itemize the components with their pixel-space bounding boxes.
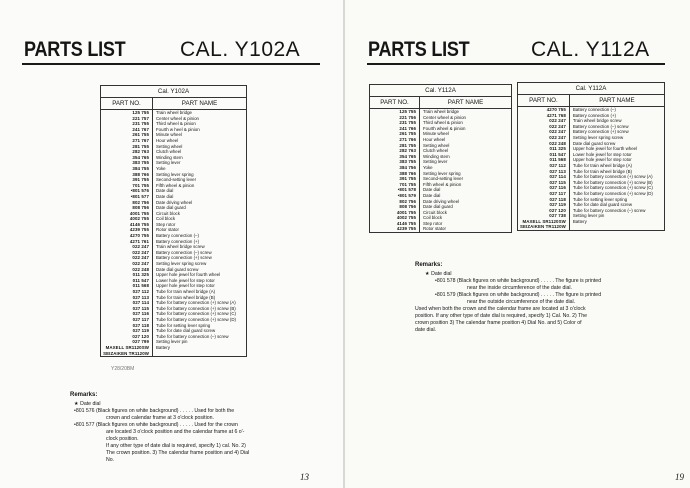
part-number: 4239 755 bbox=[101, 227, 153, 233]
part-number: •801 576 bbox=[101, 188, 153, 194]
part-number: 011 325 bbox=[518, 146, 570, 152]
part-name: Coil block bbox=[156, 216, 176, 222]
part-number: 808 756 bbox=[101, 205, 153, 211]
part-name: Battery connection (–) screw bbox=[156, 249, 212, 255]
part-number: 281 755 bbox=[370, 143, 420, 149]
part-name: Coil block bbox=[423, 215, 443, 221]
part-name: Fourth wheel & pinion bbox=[423, 125, 466, 131]
part-name: Third wheel & pinion bbox=[423, 120, 463, 126]
table-row bbox=[518, 224, 665, 230]
part-name: Fourth w heel & pinion bbox=[156, 126, 200, 132]
remark-line: clock position. bbox=[106, 436, 139, 442]
part-name: Tube for battery connection (–) screw bbox=[572, 207, 646, 213]
part-number: 4002 755 bbox=[370, 215, 420, 221]
remark-line: are located 3 o'clock position and the calendar frame at 6 o'- bbox=[106, 429, 245, 435]
part-name: Yoke bbox=[156, 165, 166, 171]
part-number: 384 756 bbox=[370, 165, 420, 171]
right-page bbox=[345, 0, 690, 488]
part-number: 383 755 bbox=[370, 159, 420, 165]
part-name: Lower hole jewel for step rotor bbox=[572, 151, 632, 157]
part-name: Upper hole jewel for step rotor bbox=[156, 283, 215, 289]
parts-table bbox=[100, 85, 247, 357]
title-rule bbox=[367, 63, 665, 65]
remark-line: •801 578 (Black figures on white background) . . . . . The figure is printed bbox=[435, 278, 602, 284]
part-name: Rotor stator bbox=[156, 227, 179, 233]
remark-line: •801 577 (Black figures on white background) . . . . . Used for the crown bbox=[74, 422, 238, 428]
part-number: 271 767 bbox=[101, 138, 153, 144]
part-name: Setting lever bbox=[156, 160, 181, 166]
part-name: Lower hole jewel for step rotor bbox=[156, 277, 215, 283]
part-number: •801 579 bbox=[370, 193, 420, 199]
table-caption: Cal. Y112A bbox=[370, 85, 512, 97]
part-number: SEIZAIKEN TR1120W bbox=[101, 351, 153, 357]
part-number: 4146 755 bbox=[370, 221, 420, 227]
part-name: Setting lever spring screw bbox=[156, 261, 207, 267]
part-number: 701 755 bbox=[370, 182, 420, 188]
part-number: 011 547 bbox=[101, 278, 153, 284]
part-number: 011 568 bbox=[518, 157, 570, 163]
part-number: SEIZAIKEN TR1120W bbox=[518, 224, 570, 230]
table-caption: Cal. Y102A bbox=[101, 86, 247, 98]
part-name: Date dial guard screw bbox=[156, 266, 199, 272]
part-name: Setting wheel bbox=[156, 143, 183, 149]
caliber-title: CAL. Y112A bbox=[531, 38, 650, 61]
part-number: 282 763 bbox=[370, 148, 420, 154]
part-name: Battery connection (+) bbox=[572, 112, 616, 118]
part-number: MAXELL SR1120SW bbox=[101, 345, 153, 351]
table-caption: Cal. Y112A bbox=[518, 83, 665, 95]
part-name: Tube for battery connection (+) screw (B) bbox=[572, 179, 653, 185]
part-name: Fifth wheel & pinion bbox=[156, 182, 195, 188]
part-number: 027 799 bbox=[101, 339, 153, 345]
part-name: Minute wheel bbox=[156, 132, 182, 138]
remarks-heading: Remarks: bbox=[415, 262, 443, 268]
col-part-name: PART NAME bbox=[153, 98, 247, 110]
part-name bbox=[569, 224, 664, 230]
part-number: 281 755 bbox=[101, 144, 153, 150]
remark-line: No. bbox=[106, 457, 115, 463]
part-name: Circuit block bbox=[156, 210, 180, 216]
part-name: Tube for train wheel bridge (A) bbox=[156, 289, 216, 294]
part-name: Train wheel bridge bbox=[423, 109, 459, 114]
part-name: Date dial guard screw bbox=[572, 140, 616, 146]
part-name: Train wheel bridge screw bbox=[156, 244, 205, 250]
part-number: 802 756 bbox=[370, 199, 420, 205]
part-name: Date dial bbox=[156, 193, 174, 199]
part-number: 4271 761 bbox=[101, 239, 153, 245]
part-name: Tube for battery connection (–) screw bbox=[156, 333, 229, 339]
part-number: 354 765 bbox=[370, 154, 420, 160]
part-number: 221 756 bbox=[370, 115, 420, 121]
part-number: 354 765 bbox=[101, 155, 153, 161]
part-name: Battery bbox=[572, 218, 587, 224]
part-number: 808 756 bbox=[370, 204, 420, 210]
part-number: 241 767 bbox=[101, 127, 153, 133]
part-name: Setting lever spring bbox=[156, 171, 194, 177]
part-number: 4270 755 bbox=[518, 107, 570, 113]
part-name: Tube for battery connection (+) screw (A) bbox=[572, 174, 653, 180]
table-row bbox=[101, 351, 247, 357]
part-number: 231 755 bbox=[370, 120, 420, 126]
part-name: Tube for battery connection (+) screw (C) bbox=[156, 311, 236, 317]
remarks-heading: Remarks: bbox=[70, 392, 98, 398]
part-number: 022 247 bbox=[518, 135, 570, 141]
part-name: Battery bbox=[156, 344, 170, 350]
page-number: 13 bbox=[300, 472, 309, 482]
page-title: PARTS LIST bbox=[368, 38, 470, 61]
part-name: Center wheel & pinion bbox=[156, 115, 199, 121]
part-name: Tube for date dial guard screw bbox=[572, 202, 633, 208]
part-number: 027 118 bbox=[101, 323, 153, 329]
part-number: 027 115 bbox=[518, 180, 570, 186]
remark-line: Used when both the crown and the calendar frame are located at 3 o'clock bbox=[415, 306, 586, 312]
remark-line: If any other type of date dial is required, specify 1) cal. No. 2) bbox=[106, 443, 246, 449]
part-name: Tube for battery connection (+) screw (D) bbox=[156, 316, 236, 322]
part-number: 027 113 bbox=[518, 169, 570, 175]
part-number: 022 247 bbox=[518, 118, 570, 124]
remark-line: crown and calendar frame at 3 o'clock position. bbox=[106, 415, 214, 421]
part-number: 027 116 bbox=[518, 185, 570, 191]
part-name: Setting lever spring screw bbox=[572, 134, 624, 140]
part-name: Second-setting lever bbox=[423, 176, 464, 182]
part-number: 027 114 bbox=[101, 300, 153, 306]
part-name: Battery connection (+) screw bbox=[156, 255, 212, 261]
stamp: Y28/20BM bbox=[111, 366, 135, 372]
part-number: 022 247 bbox=[101, 255, 153, 261]
part-number: 027 118 bbox=[518, 197, 570, 203]
col-part-name: PART NAME bbox=[420, 97, 512, 109]
part-name: Setting wheel bbox=[423, 142, 450, 148]
part-name: Date dial bbox=[423, 192, 441, 198]
part-name: Third wheel & pinion bbox=[156, 121, 196, 127]
part-name: Upper hole jewel for fourth wheel bbox=[156, 272, 221, 278]
part-name: Date driving wheel bbox=[423, 198, 460, 204]
part-name: Date dial guard bbox=[156, 205, 186, 211]
part-name: Clutch wheel bbox=[423, 148, 449, 154]
remark-line: The crown position. 3) The calendar frame position and 4) Dial bbox=[106, 450, 250, 456]
part-name: Tube for setting lever spring bbox=[572, 196, 628, 202]
part-name: Tube for battery connection (+) screw (D) bbox=[572, 190, 653, 196]
part-number: 221 757 bbox=[101, 116, 153, 122]
remark-line: date dial. bbox=[415, 327, 437, 333]
part-name: Date dial bbox=[423, 187, 441, 193]
part-number: 027 117 bbox=[101, 317, 153, 323]
part-number: 022 247 bbox=[101, 250, 153, 256]
part-number: 383 755 bbox=[101, 160, 153, 166]
part-number: 4001 755 bbox=[101, 211, 153, 217]
part-name: Second-setting lever bbox=[156, 177, 197, 183]
part-name: Tube for battery connection (+) screw (A) bbox=[156, 300, 236, 306]
part-name: Tube for train wheel bridge (A) bbox=[572, 162, 633, 168]
part-name: Circuit block bbox=[423, 209, 447, 215]
part-number: •801 578 bbox=[370, 187, 420, 193]
part-number: 022 247 bbox=[101, 261, 153, 267]
part-name: Upper hole jewel for fourth wheel bbox=[572, 146, 638, 152]
part-number: 282 763 bbox=[101, 149, 153, 155]
part-name: Battery connection (+) screw bbox=[572, 129, 629, 135]
part-name: Setting lever pin bbox=[572, 213, 605, 219]
part-number: •801 577 bbox=[101, 194, 153, 200]
part-number: 271 766 bbox=[370, 137, 420, 143]
part-name: Tube for setting lever spring bbox=[156, 322, 211, 328]
part-number: 701 755 bbox=[101, 183, 153, 189]
remark-line: ★ Date dial bbox=[425, 271, 452, 277]
part-name bbox=[153, 351, 247, 357]
part-number: 027 738 bbox=[518, 213, 570, 219]
part-number: MAXELL SR1120SW bbox=[518, 219, 570, 225]
part-number: 391 755 bbox=[101, 177, 153, 183]
col-part-name: PART NAME bbox=[569, 95, 664, 107]
part-name: Tube for train wheel bridge (B) bbox=[572, 168, 633, 174]
page-number: 19 bbox=[675, 472, 684, 482]
part-name: Yoke bbox=[423, 164, 433, 170]
part-name: Hour wheel bbox=[423, 136, 446, 142]
part-number: 022 248 bbox=[101, 267, 153, 273]
part-name: Tube for battery connection (+) screw (C) bbox=[572, 185, 653, 191]
part-number: 027 116 bbox=[101, 311, 153, 317]
part-name: Rotor stator bbox=[423, 226, 446, 232]
part-name: Battery connection (–) screw bbox=[572, 123, 629, 129]
part-number: 241 766 bbox=[370, 126, 420, 132]
part-name: Setting lever spring bbox=[423, 170, 461, 176]
part-number: 027 112 bbox=[518, 163, 570, 169]
part-number: 022 247 bbox=[518, 124, 570, 130]
part-number: 027 114 bbox=[518, 174, 570, 180]
part-name: Step rotor bbox=[423, 220, 443, 226]
part-number: 022 247 bbox=[101, 244, 153, 250]
part-number: 4146 755 bbox=[101, 222, 153, 228]
part-number: 125 755 bbox=[370, 109, 420, 115]
part-name: Tube for train wheel bridge (B) bbox=[156, 294, 216, 300]
part-number: 027 120 bbox=[101, 334, 153, 340]
part-name: Setting lever bbox=[423, 159, 448, 165]
part-name: Clutch wheel bbox=[156, 149, 182, 155]
part-name: Hour wheel bbox=[156, 137, 179, 143]
part-number: 4271 768 bbox=[518, 113, 570, 119]
remarks bbox=[70, 392, 249, 464]
part-number: 4270 755 bbox=[101, 233, 153, 239]
part-number: 388 766 bbox=[101, 172, 153, 178]
part-number: 027 112 bbox=[101, 289, 153, 295]
part-number: 027 115 bbox=[101, 306, 153, 312]
part-number: 4001 755 bbox=[370, 210, 420, 216]
part-number: 027 117 bbox=[518, 191, 570, 197]
remark-line: ★ Date dial bbox=[74, 401, 101, 407]
part-name: Center wheel & pinion bbox=[423, 114, 466, 120]
part-name: Setting lever pin bbox=[156, 339, 188, 345]
part-number: 384 755 bbox=[101, 166, 153, 172]
part-name: Fifth wheel & pinion bbox=[423, 181, 462, 187]
part-name: Winding stem bbox=[156, 154, 183, 160]
part-number: 4239 755 bbox=[370, 226, 420, 232]
part-number: 261 755 bbox=[101, 132, 153, 138]
part-name: Date dial guard bbox=[423, 204, 453, 210]
part-number: 261 755 bbox=[370, 131, 420, 137]
remark-line: •801 579 (Black figures on white background) . . . . . The figure is printed bbox=[435, 292, 602, 298]
caliber-title: CAL. Y102A bbox=[180, 38, 301, 61]
col-part-no: PART NO. bbox=[518, 95, 570, 107]
part-name: Train wheel bridge screw bbox=[572, 118, 622, 124]
remarks bbox=[415, 262, 601, 334]
remark-line: position. If any other type of date dial is required, specify 1) Cal. No. 2) The bbox=[415, 313, 588, 319]
part-number: 011 547 bbox=[518, 152, 570, 158]
remark-line: •801 576 (Black figures on white background) . . . . . Used for both the bbox=[74, 408, 235, 414]
remark-line: near the outside circumference of the date dial. bbox=[467, 299, 576, 305]
remark-line: near the inside circumference of the date dial. bbox=[467, 285, 572, 291]
part-number: 388 766 bbox=[370, 171, 420, 177]
part-number: 027 120 bbox=[518, 208, 570, 214]
part-number: 022 248 bbox=[518, 141, 570, 147]
part-number: 391 755 bbox=[370, 176, 420, 182]
table-row bbox=[370, 226, 512, 232]
part-number: 4002 755 bbox=[101, 216, 153, 222]
part-number: 011 568 bbox=[101, 283, 153, 289]
part-name: Battery connection (–) bbox=[572, 107, 616, 112]
part-name: Upper hole jewel for step rotor bbox=[572, 157, 632, 163]
title-rule bbox=[22, 63, 320, 65]
part-number: 027 119 bbox=[101, 328, 153, 334]
part-name: Date dial bbox=[156, 188, 174, 194]
part-number: 802 756 bbox=[101, 200, 153, 206]
part-name: Train wheel bridge bbox=[156, 110, 192, 115]
part-name: Tube for battery connection (+) screw (B) bbox=[156, 305, 236, 311]
part-number: 125 755 bbox=[101, 110, 153, 116]
part-name: Winding stem bbox=[423, 153, 450, 159]
part-number: 231 755 bbox=[101, 121, 153, 127]
part-name: Date driving wheel bbox=[156, 199, 193, 205]
part-name: Battery connection (–) bbox=[156, 233, 199, 239]
parts-table-a bbox=[369, 84, 512, 233]
part-number: 027 113 bbox=[101, 295, 153, 301]
remark-line: crown position 3) The calendar frame position 4) Dial No. and 5) Color of bbox=[415, 320, 582, 326]
part-number: 022 247 bbox=[518, 129, 570, 135]
part-name: Battery connection (+) bbox=[156, 238, 200, 244]
page-title: PARTS LIST bbox=[24, 38, 126, 61]
col-part-no: PART NO. bbox=[370, 97, 420, 109]
part-name: Step rotor bbox=[156, 221, 176, 227]
part-number: 011 325 bbox=[101, 272, 153, 278]
part-name: Tube for date dial guard screw bbox=[156, 328, 216, 334]
col-part-no: PART NO. bbox=[101, 98, 153, 110]
parts-table-b bbox=[517, 82, 665, 231]
part-number: 027 119 bbox=[518, 202, 570, 208]
part-name: Minute wheel bbox=[423, 131, 449, 137]
